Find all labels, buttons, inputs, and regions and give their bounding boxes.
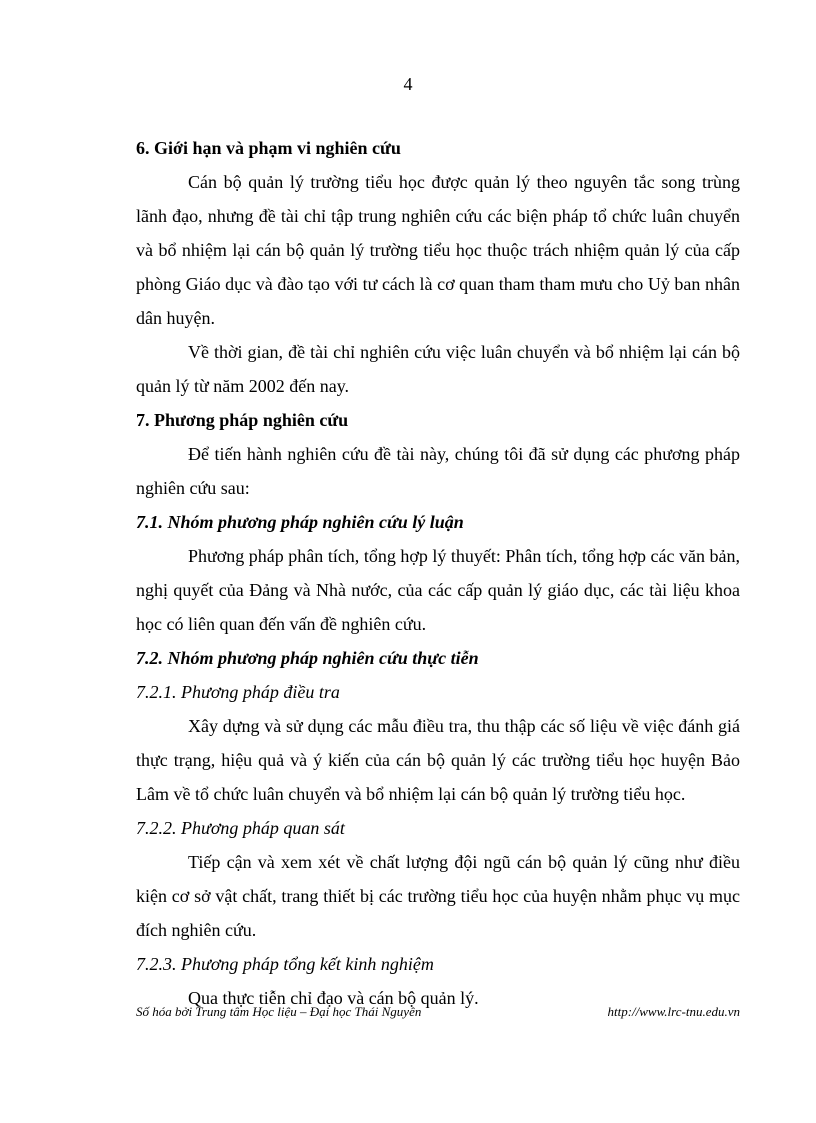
section-7-2-1-paragraph-1: Xây dựng và sử dụng các mẫu điều tra, thu thập các số liệu về việc đánh giá thực trạng, hiệu quả và ý kiến của cán bộ quản lý các trường tiểu học huyện Bảo Lâm về tổ chức luân chuyển và bổ nhiệm lại cán bộ quản lý trường tiểu học.	[136, 716, 740, 804]
section-7-heading: 7. Phương pháp nghiên cứu	[136, 410, 349, 430]
section-7-2-2-heading: 7.2.2. Phương pháp quan sát	[136, 818, 345, 838]
section-7-2-1-heading: 7.2.1. Phương pháp điều tra	[136, 682, 340, 702]
section-7-1-paragraph-1: Phương pháp phân tích, tổng hợp lý thuyết: Phân tích, tổng hợp các văn bản, nghị quyết của Đảng và Nhà nước, của các cấp quản lý giáo dục, các tài liệu khoa học có liên quan đến vấn đề nghiên cứu.	[136, 546, 740, 634]
section-7-2-3-heading: 7.2.3. Phương pháp tổng kết kinh nghiệm	[136, 954, 434, 974]
section-6-paragraph-2: Về thời gian, đề tài chỉ nghiên cứu việc luân chuyển và bổ nhiệm lại cán bộ quản lý từ năm 2002 đến nay.	[136, 342, 740, 396]
section-7-paragraph-1: Để tiến hành nghiên cứu đề tài này, chúng tôi đã sử dụng các phương pháp nghiên cứu sau:	[136, 444, 740, 498]
page-footer	[136, 1004, 740, 1020]
section-7-2-heading: 7.2. Nhóm phương pháp nghiên cứu thực tiễn	[136, 648, 479, 668]
section-7-1-heading: 7.1. Nhóm phương pháp nghiên cứu lý luận	[136, 512, 464, 532]
footer-url-link[interactable]: http://www.lrc-tnu.edu.vn	[607, 1004, 740, 1019]
section-6-paragraph-1: Cán bộ quản lý trường tiểu học được quản lý theo nguyên tắc song trùng lãnh đạo, nhưng đề tài chỉ tập trung nghiên cứu các biện pháp tổ chức luân chuyển và bổ nhiệm lại cán bộ quản lý trường tiểu học thuộc trách nhiệm quản lý của cấp phòng Giáo dục và đào tạo với tư cách là cơ quan tham tham mưu cho Uỷ ban nhân dân huyện.	[136, 172, 740, 328]
page-number: 4	[403, 74, 413, 94]
section-6-heading: 6. Giới hạn và phạm vi nghiên cứu	[136, 138, 401, 158]
footer-source-text: Số hóa bởi Trung tâm Học liệu – Đại học Thái Nguyên	[136, 1004, 422, 1019]
section-7-2-3-paragraph-1: Qua thực tiễn chỉ đạo và cán bộ quản lý.	[188, 988, 479, 1008]
section-7-2-2-paragraph-1: Tiếp cận và xem xét về chất lượng đội ngũ cán bộ quản lý cũng như điều kiện cơ sở vật chất, trang thiết bị các trường tiểu học của huyện nhằm phục vụ mục đích nghiên cứu.	[136, 852, 740, 940]
document-body	[136, 131, 740, 1015]
